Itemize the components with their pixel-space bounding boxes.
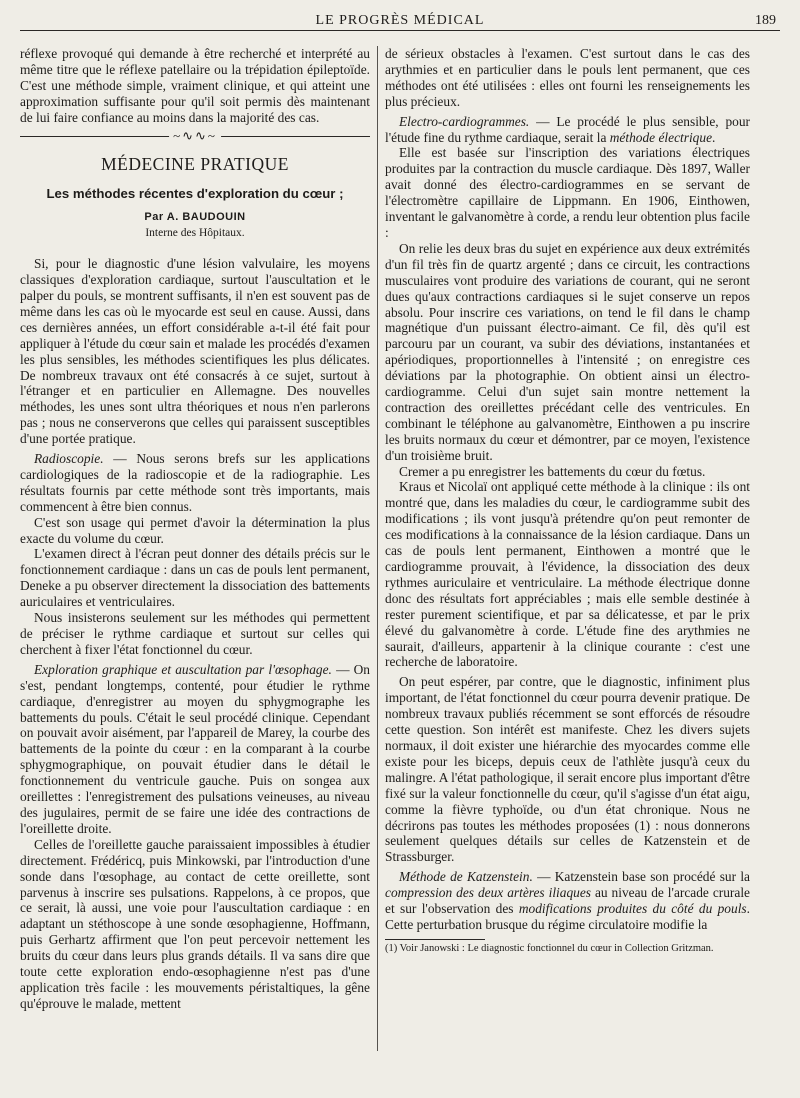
paragraph-radio-rythme: Nous insisterons seulement sur les méthodes qui permettent de préciser le rythme cardiaque et surtout sur celles qui cherchent à fixer l'état fonctionnel du cœur. <box>20 610 370 657</box>
subhead-katzenstein: Méthode de Katzenstein. <box>399 869 533 885</box>
paragraph-cremer: Cremer a pu enregistrer les battements du cœur du fœtus. <box>399 463 706 479</box>
section-title: MÉDECINE PRATIQUE <box>101 153 289 174</box>
paragraph-waller: Elle est basée sur l'inscription des variations électriques produites par la contraction du muscle cardiaque. Dès 1897, Waller avait donné des électro-cardiogrammes en se servant de l'électromètre capillaire de Lippmann. En 1906, Einthowen, inventant le galvanomètre à corde, a rendu leur obtention plus facile : <box>385 145 750 240</box>
subhead-radioscopie: Radioscopie. <box>34 451 104 467</box>
paragraph-electro <box>385 114 750 146</box>
katzenstein-text-1: — Katzenstein base son procédé sur la <box>532 869 750 885</box>
paragraph-katzenstein <box>385 869 750 933</box>
footnote-rule <box>385 939 485 940</box>
intro-paragraph: réflexe provoqué qui demande à être recherché et interprété au même titre que le réflexe patellaire ou la trépidation épileptoïde. C'est une méthode simple, vraiment clinique, et qui atteint une approximation suffisante pour qu'il soit permis dès maintenant de lui faire confiance au moins dans la majorité des cas. <box>20 46 370 125</box>
paragraph-galvanometre: On relie les deux bras du sujet en expérience aux deux extrémités d'un fil très fin de quartz argenté ; dans ce circuit, les contractions musculaires vont produire des variations de courant, qui ne seront dues qu'aux contractions cardiaques si le sujet conserve un repos absolu. Pour inscrire ces variations, on tend le fil dans le champ magnétique d'un puissant électro-aimant. Ce fil, dès qu'il est parcouru par un courant, va subir des déviations, instantanées et apériodiques, proportionnelles à l'intensité ; on enregistre ces déviations par la photographie. On obtient ainsi un électro-cardiogramme. Celui d'un sujet sain montre nettement la contraction des oreillettes précédant celle des ventricules. En combinant le téléphone au galvanomètre, Einthowen a pu inscrire les bruits normaux du cœur et démontrer, par ce moyen, l'existence d'un troisième bruit. <box>385 240 750 463</box>
electro-end: . <box>712 129 716 145</box>
katzenstein-text-2: au niveau de l'arcade crurale et sur l'observation des <box>385 885 750 917</box>
right-column <box>385 46 750 955</box>
paragraph-radio-volume: C'est son usage qui permet d'avoir la détermination la plus exacte du volume du cœur. <box>20 514 370 546</box>
paragraph-intro-diagnostic: Si, pour le diagnostic d'une lésion valvulaire, les moyens classiques d'exploration cardiaque, surtout l'auscultation et le palper du pouls, se montrent suffisants, il n'en est souvent pas de même dans les cas où le myocarde est seul en cause. Aussi, dans ces dernières années, un effort considérable a-t-il été fait pour appliquer à l'étude du cœur sain et malade les procédés d'examen les plus sensibles, les méthodes scientifiques les plus délicates. De nombreux travaux ont été consacrés à ce sujet, surtout à l'étranger et en particulier en Allemagne. Des nouvelles méthodes, les unes sont ultra théoriques et nous n'en parlerons pas ; nous ne conserverons que celles qui paraissent susceptibles d'une portée pratique. <box>20 256 370 447</box>
katzenstein-italic-1: compression des deux artères iliaques <box>385 885 591 901</box>
paragraph-fonctionnel: On peut espérer, par contre, que le diagnostic, infiniment plus important, de l'état fonctionnel du cœur pourra devenir pratique. De nombreux travaux publiés récemment se sont efforcés de résoudre cette question. Son intérêt est manifeste. Chez les divers sujets normaux, il doit exister une hiérarchie des myocardes comme elle existe pour les biceps, depuis ceux de l'athlète jusqu'à ceux du malingre. A l'état pathologique, il serait encore plus important d'être fixé sur la valeur fonctionnelle du cœur, qu'il s'agisse d'un état aigu, comme la fièvre typhoïde, ou d'un état chronique. Nous ne décrirons pas toutes les méthodes proposées (1) : nous donnerons seulement quelques détails sur celles de Katzenstein et de Strassburger. <box>385 674 750 865</box>
author-byline: Par A. BAUDOUIN <box>144 211 246 224</box>
paragraph-oreillette: Celles de l'oreillette gauche paraissaient impossibles à étudier directement. Frédéricq, puis Minkowski, par l'introduction d'une sonde dans l'œsophage, au contact de cette oreillette, sont parvenus à inscrire ses pulsations. Rappelons, à ce propos, que ce serait, là aussi, une voie pour l'auscultation cardiaque : en adaptant un stéthoscope à une sonde œsophagienne, Hoffmann, puis Gerhartz affirment que l'on peut percevoir nettement les bruits du cœur dans leurs plus grands détails. Il va sans dire que toute cette exploration endo-œsophagienne n'est pas d'une application très facile : les mouvements péristaltiques, la gêne qu'éprouve le malade, mettent <box>20 836 370 1011</box>
journal-title: LE PROGRÈS MÉDICAL <box>315 13 485 28</box>
katzenstein-italic-2: modifications produites du côté du pouls <box>518 901 747 917</box>
katzenstein-text-3: . Cette perturbation brusque du régime circulatoire modifie la <box>385 901 750 932</box>
paragraph-continuation: de sérieux obstacles à l'examen. C'est surtout dans le cas des arythmies et en particulier dans le pouls lent permanent, que ces méthodes ont été utilisées : elles ont fourni les renseignements les plus précieux. <box>385 46 750 109</box>
running-header <box>20 10 780 31</box>
subhead-electro: Electro-cardiogrammes. <box>399 113 530 129</box>
radioscopie-text: — Nous serons brefs sur les applications cardiologiques de la radioscopie et de la radiographie. Les résultats fournis par cette méthode sont très importants, mais commencent à être bien connus. <box>20 451 370 514</box>
electro-method-italic: méthode électrique <box>609 129 713 145</box>
divider-flourish: ~∿∿~ <box>169 128 221 144</box>
article-title: Les méthodes récentes d'exploration du cœur ; <box>46 186 344 202</box>
column-divider <box>377 46 378 1051</box>
paragraph-exploration <box>20 662 370 837</box>
page-number: 189 <box>755 13 776 28</box>
paragraph-radio-ecran: L'examen direct à l'écran peut donner des détails précis sur le fonctionnement cardiaque : dans un cas de pouls lent permanent, Deneke a pu observer directement la dissociation des battements auriculaires et ventriculaires. <box>20 546 370 610</box>
subhead-exploration: Exploration graphique et auscultation par l'œsophage. <box>34 661 332 677</box>
electro-text: — Le procédé le plus sensible, pour l'étude fine du rythme cardiaque, serait la <box>385 113 750 145</box>
paragraph-radioscopie <box>20 451 370 515</box>
exploration-text: — On s'est, pendant longtemps, contenté, pour étudier le rythme cardiaque, d'enregistrer au moyen du sphygmographe les battements du pouls. C'était le seul procédé clinique. Cependant on pouvait avoir aisément, par l'appareil de Marey, la courbe des battements de la pointe du cœur : en la comparant à la courbe sphygmographique, on pouvait étudier dans le détail le fonctionnement du ventricule gauche. Puis on songea aux oreillettes : l'enregistrement des pulsations veineuses, au niveau des jugulaires, permit de se faire une idée des contractions de l'oreillette droite. <box>20 661 371 836</box>
paragraph-kraus: Kraus et Nicolaï ont appliqué cette méthode à la clinique : ils ont montré que, dans les maladies du cœur, le cardiogramme subit des modifications ; ils vont jusqu'à prétendre qu'on peut remonter de ces modifications à la connaissance de la lésion cardiaque. Dans un cas de pouls lent permanent, Einthowen a montré que le cardiogramme prouvait, à l'évidence, la dissociation des deux rythmes auriculaire et ventriculaire. La méthode électrique donne donc des résultats fort appréciables ; mais elle semble destinée à rester purement scientifique, et par sa délicatesse, et par le prix élevé du galvanomètre à corde. L'étude fine des arythmies ne saurait, d'ailleurs, appartenir à la clinique courante : c'est une recherche de laboratoire. <box>385 479 750 670</box>
author-affiliation: Interne des Hôpitaux. <box>145 227 245 240</box>
left-column <box>20 46 370 1012</box>
ornamental-divider <box>20 127 370 143</box>
footnote: (1) Voir Janowski : Le diagnostic fonctionnel du cœur in Collection Gritzman. <box>385 942 714 954</box>
